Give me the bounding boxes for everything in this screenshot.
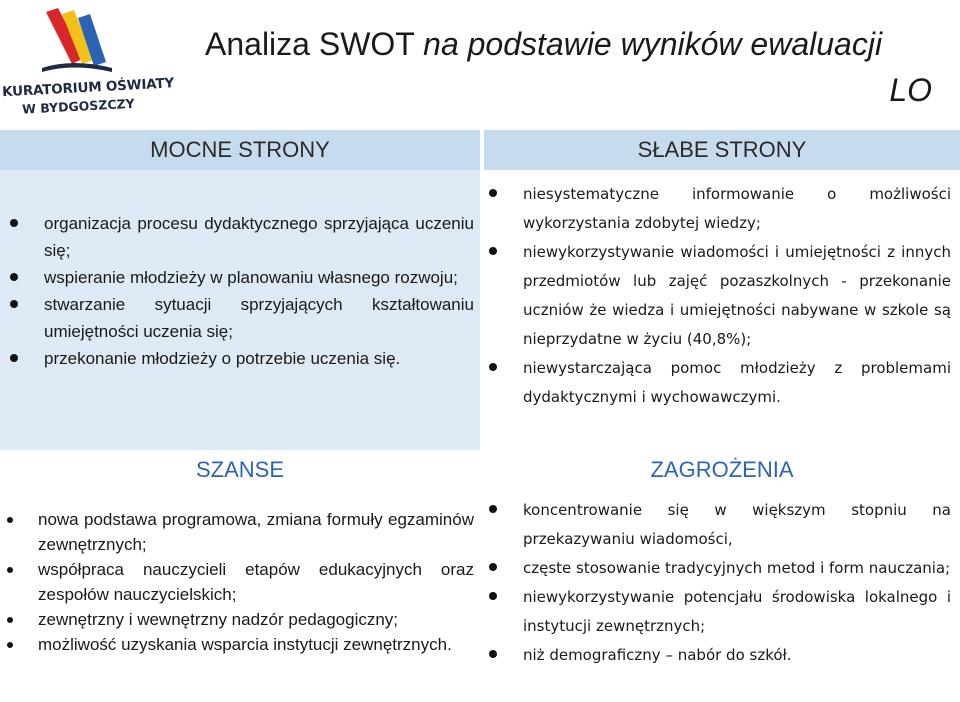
bullet-icon (10, 300, 18, 308)
list-item (38, 557, 474, 607)
strengths-list (44, 210, 474, 372)
threat-text: niewykorzystywanie potencjału środowiska lokalnego i instytucji zewnętrznych; (523, 588, 951, 635)
title-subtitle: na podstawie wyników ewaluacji (423, 26, 883, 62)
bullet-icon (10, 354, 18, 362)
threat-text: koncentrowanie się w większym stopniu na przekazywaniu wiadomości, (523, 501, 951, 548)
logo-text-line1: KURATORIUM OŚWIATY (1, 75, 175, 101)
logo-text-line2: W BYDGOSZCZY (21, 95, 135, 117)
strength-text: przekonanie młodzieży o potrzebie uczenia się. (44, 349, 401, 368)
bullet-icon (10, 219, 18, 227)
list-item (38, 607, 474, 632)
opportunity-text: możliwość uzyskania wsparcia instytucji zewnętrznych. (38, 635, 452, 654)
bullet-icon (489, 189, 497, 197)
list-item (523, 496, 951, 554)
bullet-icon (489, 592, 497, 600)
list-item (38, 632, 474, 657)
bullet-icon (489, 563, 497, 571)
bullet-icon (7, 642, 13, 648)
bullet-icon (10, 273, 18, 281)
bullet-icon (7, 517, 13, 523)
list-item (523, 354, 951, 412)
weaknesses-heading: SŁABE STRONY (484, 130, 960, 170)
opportunities-list (38, 507, 474, 657)
bullet-icon (7, 617, 13, 623)
list-item (523, 554, 951, 583)
opportunity-text: współpraca nauczycieli etapów edukacyjnych oraz zespołów nauczycielskich; (38, 560, 474, 604)
threat-text: częste stosowanie tradycyjnych metod i form nauczania; (523, 559, 951, 577)
list-item (44, 264, 474, 291)
list-item (44, 210, 474, 264)
weakness-text: niewystarczająca pomoc młodzieży z problemami dydaktycznymi i wychowawczymi. (523, 359, 951, 406)
list-item (523, 180, 951, 238)
strengths-panel (0, 170, 480, 450)
weakness-text: niesystematyczne informowanie o możliwości wykorzystania zdobytej wiedzy; (523, 185, 951, 232)
page-title (205, 26, 933, 62)
title-main: Analiza SWOT (205, 26, 415, 62)
bullet-icon (489, 650, 497, 658)
strengths-heading: MOCNE STRONY (0, 130, 480, 170)
opportunities-heading: SZANSE (0, 450, 480, 490)
bullet-icon (489, 247, 497, 255)
books-logo-icon (28, 8, 128, 80)
strength-text: organizacja procesu dydaktycznego sprzyjająca uczeniu się; (44, 214, 474, 260)
book-spine-shape (42, 63, 112, 72)
list-item (523, 641, 951, 670)
opportunity-text: zewnętrzny i wewnętrzny nadzór pedagogiczny; (38, 610, 399, 629)
list-item (38, 507, 474, 557)
bullet-icon (7, 567, 13, 573)
title-school-type: LO (889, 72, 932, 108)
threats-heading: ZAGROŻENIA (484, 450, 960, 490)
bullet-icon (489, 505, 497, 513)
weaknesses-list (523, 180, 951, 412)
weakness-text: niewykorzystywanie wiadomości i umiejętności z innych przedmiotów lub zajęć pozaszkolnych - przekonanie uczniów że wiedza i umiejętności nabywane w szkole są nieprzydatne w życiu (40,8%); (523, 243, 951, 348)
threat-text: niż demograficzny – nabór do szkół. (523, 646, 792, 664)
list-item (523, 583, 951, 641)
bullet-icon (489, 363, 497, 371)
threats-panel (484, 490, 960, 702)
list-item (44, 345, 474, 372)
kuratorium-logo (0, 0, 175, 130)
list-item (44, 291, 474, 345)
strength-text: wspieranie młodzieży w planowaniu własnego rozwoju; (44, 268, 458, 287)
opportunity-text: nowa podstawa programowa, zmiana formuły egzaminów zewnętrznych; (38, 510, 474, 554)
list-item (523, 238, 951, 354)
weaknesses-panel (484, 170, 960, 450)
opportunities-panel (0, 490, 480, 702)
threats-list (523, 496, 951, 670)
strength-text: stwarzanie sytuacji sprzyjających kształtowaniu umiejętności uczenia się; (44, 295, 474, 341)
